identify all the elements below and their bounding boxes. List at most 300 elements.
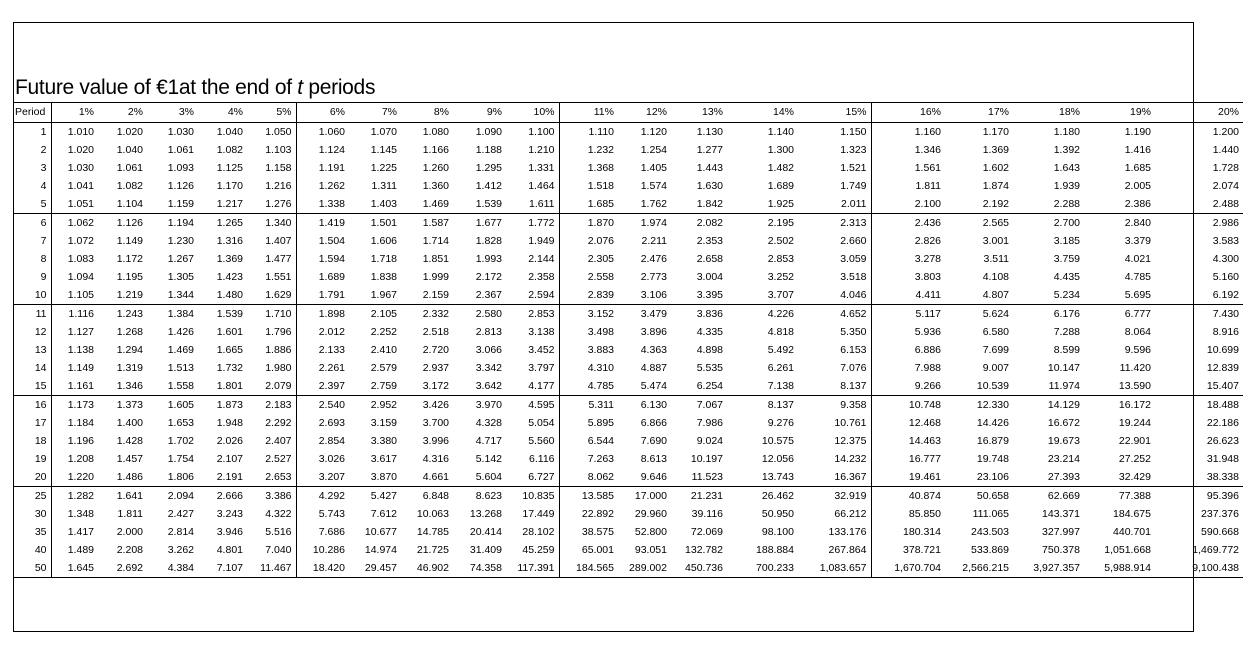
value-cell: 2.759 [370,380,397,392]
value-cell: 5.695 [1124,289,1151,301]
value-cell: 2.840 [1084,214,1155,233]
value-cell: 1.050 [265,126,292,138]
value-cell: 1.138 [51,341,98,359]
value-cell: 6.777 [1084,305,1155,324]
value-cell: 2.313 [798,214,871,233]
period-cell: 16 [13,396,51,415]
value-cell: 5.427 [349,487,401,506]
value-cell: 1.173 [51,396,98,415]
period-cell: 12 [34,326,47,338]
value-cell: 19.673 [1047,435,1080,447]
value-cell: 21.725 [416,544,449,556]
value-cell: 1.105 [51,286,98,305]
value-cell: 7.986 [696,417,723,429]
value-cell: 1.159 [167,198,194,210]
value-cell: 2.407 [265,435,292,447]
value-cell: 1.300 [767,144,794,156]
value-cell: 1.243 [98,305,147,324]
value-cell: 7.612 [370,508,397,520]
value-cell: 2.527 [265,453,292,465]
value-cell: 1.419 [296,214,349,233]
value-cell: 5.142 [475,453,502,465]
value-cell: 1.403 [370,198,397,210]
table-row [13,559,1243,578]
value-cell: 31.409 [469,544,502,556]
value-cell: 1.083 [51,250,98,268]
value-cell: 3.996 [422,435,449,447]
value-cell: 1.645 [51,559,98,578]
value-cell: 1.665 [216,344,243,356]
rate-header: 7% [349,103,401,123]
value-cell: 2.105 [349,305,401,324]
rate-header: 6% [296,103,349,123]
period-cell: 35 [34,526,47,538]
value-cell: 2,566.215 [945,559,1013,578]
value-cell: 29.457 [349,559,401,578]
value-cell: 11.467 [247,559,296,578]
value-cell: 1.262 [296,177,349,195]
value-cell: 1.440 [1212,144,1239,156]
table-row [13,305,1243,324]
period-cell: 2 [40,144,47,156]
value-cell: 2.026 [216,435,243,447]
value-cell: 1.311 [371,180,397,192]
value-cell: 10.539 [976,380,1009,392]
value-cell: 4.177 [528,380,555,392]
value-cell: 1.219 [116,289,143,301]
value-cell: 6.261 [767,362,794,374]
value-cell: 9.646 [640,471,667,483]
value-cell: 3.511 [983,253,1009,265]
period-cell: 40 [34,544,47,556]
value-cell: 2.261 [296,359,349,377]
value-cell: 2.195 [727,214,798,233]
value-cell: 2.854 [296,432,349,450]
value-cell: 3.001 [982,235,1009,247]
value-cell: 1.200 [1212,126,1239,138]
value-cell: 1.145 [370,144,397,156]
value-cell: 9.596 [1124,344,1151,356]
value-cell: 2.720 [422,344,449,356]
rate-header: 10% [506,103,559,123]
rate-header: 13% [671,103,727,123]
value-cell: 13.590 [1118,380,1151,392]
value-cell: 3.252 [767,271,794,283]
value-cell: 1.191 [296,159,349,177]
rate-header: 11% [559,103,618,123]
value-cell: 5.234 [1053,289,1080,301]
value-cell: 6.254 [696,380,723,392]
value-cell: 4.661 [422,471,449,483]
value-cell: 2.159 [422,289,449,301]
value-cell: 2.813 [475,326,502,338]
value-cell: 1.842 [696,198,723,210]
value-cell: 3.896 [640,326,667,338]
value-cell: 8.599 [1053,344,1080,356]
value-cell: 2.144 [528,253,555,265]
value-cell: 1.457 [116,453,143,465]
rate-header: 16% [871,103,945,123]
value-cell: 1.718 [370,253,397,265]
value-cell: 1.051 [51,195,98,214]
value-cell: 1.851 [422,253,449,265]
value-cell: 1.130 [696,126,723,138]
value-cell: 14.426 [976,417,1009,429]
value-cell: 1.220 [51,468,98,487]
value-cell: 1.373 [98,396,147,415]
value-cell: 1.277 [696,144,723,156]
rate-header: 9% [453,103,506,123]
value-cell: 27.252 [1118,453,1151,465]
value-cell: 1.561 [871,159,945,177]
table-title [15,75,375,101]
value-cell: 2.183 [247,396,296,415]
value-cell: 2.658 [696,253,723,265]
value-cell: 5.895 [559,414,618,432]
value-cell: 1.127 [51,323,98,341]
value-cell: 6.116 [529,453,555,465]
value-cell: 2.700 [1013,214,1084,233]
value-cell: 1.103 [265,144,292,156]
table-row [13,268,1243,286]
value-cell: 95.396 [1155,487,1243,506]
value-cell: 3.452 [528,344,555,356]
table-row [13,123,1243,142]
value-cell: 5.117 [871,305,945,324]
value-cell: 1.925 [767,198,794,210]
period-cell: 5 [40,198,47,210]
value-cell: 1.120 [640,126,667,138]
value-cell: 1.166 [422,144,449,156]
value-cell: 2.191 [216,471,243,483]
value-cell: 3.026 [296,450,349,468]
value-cell: 17.449 [522,508,555,520]
value-cell: 440.701 [1113,526,1151,538]
value-cell: 2.436 [871,214,945,233]
value-cell: 2.410 [370,344,397,356]
rate-header: 17% [945,103,1013,123]
value-cell: 8.064 [1124,326,1151,338]
value-cell: 3.797 [528,362,555,374]
value-cell: 4.310 [559,359,618,377]
value-cell: 1.501 [349,214,401,233]
value-cell: 4.887 [640,362,667,374]
value-cell: 3.379 [1124,235,1151,247]
value-cell: 1.170 [216,180,243,192]
value-cell: 111.065 [972,508,1009,520]
value-cell: 4.898 [696,344,723,356]
value-cell: 1.346 [871,141,945,159]
value-cell: 1.811 [117,508,143,520]
value-cell: 2.853 [767,253,794,265]
value-cell: 1.294 [116,344,143,356]
value-cell: 1.641 [98,487,147,506]
value-cell: 7.067 [671,396,727,415]
value-cell: 1.360 [422,180,449,192]
value-cell: 1.323 [840,144,867,156]
value-cell: 3.342 [475,362,502,374]
value-cell: 1.384 [147,305,198,324]
value-cell: 2.079 [265,380,292,392]
title-variable: t [297,76,303,99]
value-cell: 3.479 [618,305,671,324]
value-cell: 1.082 [116,180,143,192]
value-cell: 1.316 [216,235,243,247]
value-cell: 3.803 [871,268,945,286]
value-cell: 2.773 [640,271,667,283]
value-cell: 1.594 [296,250,349,268]
value-cell: 12.056 [761,453,794,465]
value-cell: 4.363 [640,344,667,356]
rate-header: 8% [401,103,453,123]
table-row [13,177,1243,195]
value-cell: 1.149 [51,359,98,377]
period-cell: 11 [13,305,51,324]
value-cell: 38.338 [1206,471,1239,483]
value-cell: 4.335 [696,326,723,338]
value-cell: 2.502 [767,235,794,247]
value-cell: 8.613 [640,453,667,465]
value-cell: 1.161 [51,377,98,396]
value-cell: 1.443 [696,162,723,174]
value-cell: 1.939 [1053,180,1080,192]
rate-header: 20% [1155,103,1243,123]
value-cell: 1.210 [528,144,555,156]
value-cell: 9.024 [696,435,723,447]
value-cell: 1.061 [116,162,143,174]
value-cell: 1.630 [696,180,723,192]
value-cell: 16.367 [834,471,867,483]
value-cell: 1.194 [147,214,198,233]
value-cell: 5.624 [945,305,1013,324]
value-cell: 7.107 [198,559,247,578]
value-cell: 10.677 [364,526,397,538]
rate-header: 4% [198,103,247,123]
table-row [13,359,1243,377]
value-cell: 11.974 [1048,380,1080,392]
value-cell: 1.689 [767,180,794,192]
value-cell: 1.217 [216,198,243,210]
value-cell: 6.866 [640,417,667,429]
value-cell: 2.353 [696,235,723,247]
value-cell: 1.754 [167,453,194,465]
rate-header: 5% [247,103,296,123]
value-cell: 533.869 [971,544,1009,556]
value-cell: 1.811 [871,177,945,195]
value-cell: 1,670.704 [871,559,945,578]
value-cell: 2.133 [296,341,349,359]
value-cell: 5.492 [767,344,794,356]
value-cell: 1.477 [265,253,292,265]
value-cell: 14.129 [1013,396,1084,415]
value-cell: 3.498 [559,323,618,341]
value-cell: 1.772 [506,214,559,233]
value-cell: 11.420 [1119,362,1151,374]
value-cell: 19.748 [976,453,1009,465]
value-cell: 2.074 [1212,180,1239,192]
value-cell: 700.233 [727,559,798,578]
value-cell: 132.782 [685,544,723,556]
value-cell: 5.604 [475,471,502,483]
value-cell: 590.668 [1201,526,1239,538]
value-cell: 10.197 [690,453,723,465]
value-cell: 3.278 [871,250,945,268]
value-cell: 4.226 [727,305,798,324]
value-cell: 1.172 [116,253,143,265]
value-cell: 1.601 [216,326,243,338]
value-cell: 5.160 [1212,271,1239,283]
value-cell: 1.469 [422,198,449,210]
value-cell: 10.063 [416,508,449,520]
rate-header: 3% [147,103,198,123]
value-cell: 10.286 [296,541,349,559]
value-cell: 6.580 [982,326,1009,338]
value-cell: 3.152 [559,305,618,324]
value-cell: 3.066 [475,344,502,356]
value-cell: 31.948 [1206,453,1239,465]
value-cell: 750.378 [1042,544,1080,556]
value-cell: 2.594 [528,289,555,301]
value-cell: 1.124 [296,141,349,159]
table-row [13,487,1243,506]
value-cell: 1.605 [147,396,198,415]
value-cell: 6.176 [1013,305,1084,324]
value-cell: 1.195 [116,271,143,283]
value-cell: 1.714 [422,235,449,247]
value-cell: 1.340 [247,214,296,233]
value-cell: 18.488 [1155,396,1243,415]
value-cell: 7.690 [640,435,667,447]
value-cell: 3.426 [401,396,453,415]
value-cell: 3.262 [167,544,194,556]
value-cell: 2.386 [1124,198,1151,210]
value-cell: 2.666 [198,487,247,506]
value-cell: 1.082 [216,144,243,156]
value-cell: 10.761 [834,417,867,429]
value-cell: 4.292 [296,487,349,506]
table-row [13,396,1243,415]
value-cell: 8.062 [559,468,618,487]
value-cell: 1.232 [559,141,618,159]
value-cell: 2.076 [559,232,618,250]
value-cell: 3.870 [370,471,397,483]
value-cell: 1.020 [51,141,98,159]
value-cell: 1,083.657 [798,559,871,578]
value-cell: 267.864 [828,544,867,556]
table-row [13,341,1243,359]
period-cell: 8 [40,253,47,265]
value-cell: 5.311 [559,396,618,415]
value-cell: 9.358 [798,396,871,415]
value-cell: 1.518 [559,177,618,195]
value-cell: 7.263 [559,450,618,468]
value-cell: 7.430 [1155,305,1243,324]
value-cell: 7.138 [767,380,794,392]
value-cell: 8.137 [840,380,867,392]
value-cell: 1.702 [167,435,194,447]
table-row [13,432,1243,450]
value-cell: 1.643 [1053,162,1080,174]
value-cell: 16.172 [1084,396,1155,415]
value-cell: 46.902 [401,559,453,578]
value-cell: 26.462 [727,487,798,506]
value-cell: 1,469.772 [1192,544,1239,556]
value-cell: 1.170 [982,126,1009,138]
value-cell: 1.407 [265,235,292,247]
value-cell: 5.350 [840,326,867,338]
period-cell: 15 [34,380,47,392]
value-cell: 14.785 [416,526,449,538]
value-cell: 3.759 [1053,253,1080,265]
value-cell: 7.988 [871,359,945,377]
value-cell: 2.358 [528,271,555,283]
value-cell: 1.801 [216,380,243,392]
header-row [13,103,1243,123]
value-cell: 1.405 [640,162,667,174]
period-cell: 20 [34,471,47,483]
table-row [13,505,1243,523]
value-cell: 1.874 [982,180,1009,192]
value-cell: 1.072 [51,232,98,250]
value-cell: 1.629 [265,289,292,301]
value-cell: 4.328 [475,417,502,429]
table-row [13,523,1243,541]
value-cell: 2.107 [216,453,243,465]
value-cell: 7.288 [1053,326,1080,338]
value-cell: 4.046 [840,289,867,301]
table-row [13,159,1243,177]
period-cell: 7 [40,235,47,247]
value-cell: 1.208 [51,450,98,468]
value-cell: 1.010 [51,123,98,142]
value-cell: 2.488 [1212,198,1239,210]
value-cell: 1.873 [198,396,247,415]
value-cell: 1.094 [51,268,98,286]
value-cell: 1.685 [559,195,618,214]
table-row [13,214,1243,233]
value-cell: 3,927.357 [1013,559,1084,578]
value-cell: 19.461 [871,468,945,487]
period-cell: 18 [34,435,47,447]
value-cell: 6.192 [1212,289,1239,301]
value-cell: 10.835 [506,487,559,506]
period-cell: 25 [13,487,51,506]
value-cell: 12.839 [1206,362,1239,374]
period-cell: 6 [13,214,51,233]
table-row [13,232,1243,250]
rate-header: 18% [1013,103,1084,123]
value-cell: 1.480 [216,289,243,301]
value-cell: 16.777 [871,450,945,468]
value-cell: 1.949 [528,235,555,247]
value-cell: 12.375 [834,435,867,447]
value-cell: 3.836 [671,305,727,324]
value-cell: 1.791 [296,286,349,305]
value-cell: 2.082 [671,214,727,233]
value-cell: 1.346 [116,380,143,392]
value-cell: 143.371 [1042,508,1080,520]
value-cell: 2.427 [167,508,194,520]
table-row [13,323,1243,341]
value-cell: 2.012 [296,323,349,341]
value-cell: 1.732 [216,362,243,374]
value-cell: 5.054 [528,417,555,429]
value-cell: 2.011 [841,198,867,210]
value-cell: 18.420 [296,559,349,578]
value-cell: 2.653 [265,471,292,483]
value-cell: 1.331 [528,162,555,174]
value-cell: 4.807 [982,289,1009,301]
